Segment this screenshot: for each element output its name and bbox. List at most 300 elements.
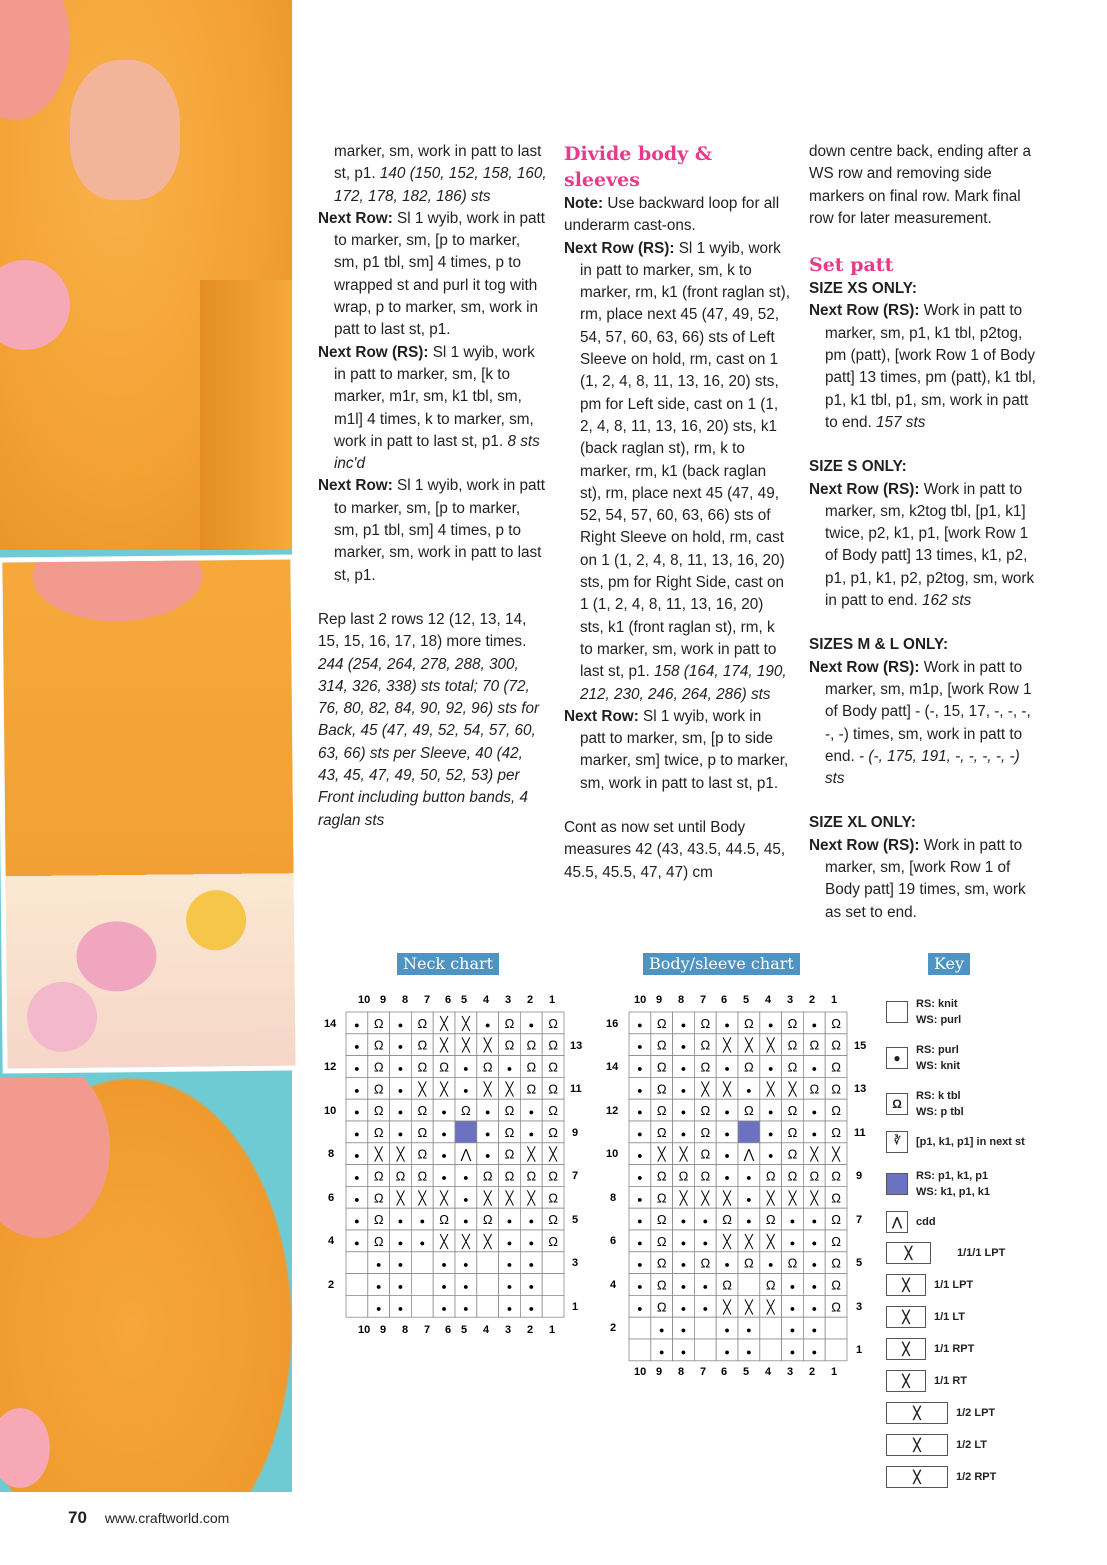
cable-1-1-lpt-icon: ╳ (886, 1274, 926, 1296)
stitch-symbol: Ω (700, 1146, 711, 1162)
row-label: Next Row (RS): (809, 480, 920, 498)
stitch-symbol: ╳ (810, 1190, 819, 1206)
key-label: 1/1 LPT (934, 1279, 974, 1291)
col-number: 9 (380, 1324, 387, 1336)
col-number: 9 (656, 994, 663, 1006)
chart-cell (825, 1317, 847, 1339)
row-number: 8 (328, 1148, 335, 1160)
blue-cell-icon (886, 1173, 908, 1195)
key-item-rt11 (886, 1370, 967, 1392)
stitch-symbol: Ω (548, 1233, 558, 1249)
stitch-symbol: ● (463, 1216, 469, 1227)
stitch-symbol: ● (397, 1128, 404, 1139)
continue-text: Cont as now set until Body measures 42 (43, 43.5, 44.5, 45, 45.5, 45.5, 47, 47) cm (564, 819, 786, 881)
stitch-count: 157 sts (876, 413, 926, 431)
stitch-symbol: ● (811, 1259, 818, 1270)
chart-cell (629, 1317, 651, 1339)
twisted-stitch-icon: Ω (886, 1093, 908, 1115)
stitch-symbol: ● (354, 1063, 360, 1074)
size-heading: SIZE XL ONLY: (809, 814, 916, 832)
stitch-symbol: Ω (656, 1103, 667, 1119)
stitch-symbol: Ω (700, 1059, 711, 1075)
stitch-symbol: ● (702, 1281, 709, 1292)
stitch-symbol: ● (528, 1128, 535, 1139)
stitch-symbol: ● (789, 1237, 796, 1248)
stitch-symbol: ● (528, 1259, 535, 1270)
stitch-symbol: ● (463, 1259, 469, 1270)
stitch-symbol: ╳ (505, 1190, 514, 1206)
row-label: Next Row (RS): (809, 836, 920, 854)
key-label: WS: knit (916, 1060, 960, 1072)
stitch-symbol: ╳ (374, 1146, 383, 1162)
stitch-symbol: Ω (787, 1037, 798, 1053)
stitch-symbol: ● (506, 1303, 513, 1314)
stitch-symbol: Ω (439, 1212, 449, 1228)
stitch-symbol: ● (746, 1085, 752, 1096)
col-number: 8 (678, 1366, 685, 1378)
stitch-symbol: Ω (700, 1168, 711, 1184)
row-text: Work in patt to marker, sm, [work Row 1 of Body patt] 19 times, sm, work as set to end. (825, 836, 1026, 921)
stitch-symbol: ● (397, 1237, 404, 1248)
cable-1-1-1-lpt-icon: ╳ (886, 1242, 931, 1264)
row-number: 14 (324, 1018, 337, 1030)
stitch-symbol: ● (441, 1172, 447, 1183)
stitch-symbol: ╳ (418, 1081, 427, 1097)
stitch-symbol: Ω (656, 1190, 667, 1206)
note-text: Use backward loop for all underarm cast-ons. (564, 195, 780, 235)
row-text: Sl 1 wyib, work in patt to marker, sm, [p to marker, sm, p1 tbl, sm] 4 times, p to wrapped st and purl it tog with wrap, p to marker, sm, work in patt to last st, p1. (334, 209, 545, 339)
stitch-symbol: ● (811, 1128, 818, 1139)
stitch-symbol: ● (375, 1303, 382, 1314)
stitch-symbol: Ω (787, 1255, 798, 1271)
stitch-symbol: Ω (787, 1146, 798, 1162)
stitch-symbol: ● (746, 1194, 752, 1205)
stitch-symbol: Ω (548, 1168, 558, 1184)
row-text: Work in patt to marker, sm, k2tog tbl, [p1, k1] twice, p2, k1, p1, [work Row 1 of Body patt] 13 times, k1, p2, p1, p1, k1, p2, p2tog, sm, work in patt to end. (825, 480, 1035, 610)
stitch-symbol: ● (528, 1107, 535, 1118)
repeat-text: Rep last 2 rows 12 (12, 13, 14, 15, 15, 16, 17, 18) more times. (318, 610, 527, 651)
col-number: 4 (765, 994, 772, 1006)
stitch-symbol: Ω (526, 1168, 537, 1184)
col-number: 7 (424, 1324, 431, 1336)
knit-symbol (886, 1001, 908, 1023)
col-number: 5 (743, 994, 750, 1006)
stitch-symbol: Ω (831, 1015, 841, 1031)
stitch-symbol: Ω (678, 1168, 689, 1184)
stitch-symbol: Ω (700, 1015, 711, 1031)
stitch-symbol: ● (528, 1019, 535, 1030)
col-number: 8 (678, 994, 685, 1006)
chart-cell (346, 1274, 368, 1296)
stitch-symbol: Ω (831, 1081, 841, 1097)
stitch-symbol: ● (441, 1107, 447, 1118)
text: marker, sm, work in patt to last st, p1. (334, 143, 542, 183)
stitch-symbol: ╳ (527, 1190, 536, 1206)
col-number: 1 (549, 1324, 556, 1336)
stitch-symbol: Ω (656, 1168, 667, 1184)
stitch-symbol: ● (354, 1107, 360, 1118)
stitch-symbol: Ω (373, 1103, 384, 1119)
key-title: Key (928, 953, 970, 975)
key-label: WS: k1, p1, k1 (916, 1186, 990, 1198)
stitch-symbol: ╳ (810, 1146, 819, 1162)
key-item-lt11 (886, 1306, 965, 1328)
stitch-symbol: Ω (417, 1124, 428, 1140)
stitch-symbol: ● (680, 1041, 687, 1052)
stitch-symbol: ● (637, 1085, 643, 1096)
col-number: 10 (358, 994, 371, 1006)
body-sleeve-chart (600, 985, 875, 1380)
cable-1-2-lpt-icon: ╳ (886, 1402, 948, 1424)
row-number: 6 (328, 1192, 335, 1204)
stitch-symbol: ● (658, 1325, 665, 1336)
stitch-symbol: ● (746, 1325, 752, 1336)
stitch-symbol: ● (746, 1216, 752, 1227)
stitch-symbol: ╳ (440, 1233, 449, 1249)
stitch-symbol: ╳ (744, 1299, 753, 1315)
row-number: 12 (324, 1061, 337, 1073)
row-number: 7 (572, 1170, 579, 1182)
stitch-symbol: ● (789, 1303, 796, 1314)
key-item-lpt12 (886, 1402, 995, 1424)
key-item-rpt11 (886, 1338, 974, 1360)
col-number: 1 (831, 994, 838, 1006)
stitch-symbol: ╳ (418, 1190, 427, 1206)
row-label: Next Row: (564, 707, 639, 725)
stitch-symbol: ● (354, 1216, 360, 1227)
stitch-symbol: Ω (373, 1015, 384, 1031)
stitch-symbol: ╳ (766, 1190, 775, 1206)
stitch-symbol: ╳ (461, 1233, 470, 1249)
stitch-symbol: ● (680, 1216, 687, 1227)
key-label: RS: purl (916, 1044, 959, 1056)
stitch-symbol: Ω (656, 1277, 667, 1293)
chart-cell (346, 1295, 368, 1317)
stitch-symbol: Ω (526, 1037, 537, 1053)
stitch-symbol: ● (637, 1216, 643, 1227)
size-heading: SIZES M & L ONLY: (809, 636, 949, 654)
stitch-symbol: ● (463, 1303, 469, 1314)
row-text: Sl 1 wyib, work in patt to marker, sm, [p to side marker, sm] twice, p to marker, sm, work in patt to last st, p1. (580, 707, 789, 792)
stitch-symbol: ● (811, 1281, 818, 1292)
col-number: 2 (527, 994, 534, 1006)
stitch-symbol: Ω (765, 1277, 776, 1293)
stitch-symbol: ● (441, 1259, 447, 1270)
stitch-symbol: ● (354, 1237, 360, 1248)
stitch-symbol: Ω (439, 1059, 449, 1075)
cable-1-1-lt-icon: ╳ (886, 1306, 926, 1328)
stitch-symbol: ● (680, 1346, 687, 1357)
stitch-symbol: Ω (831, 1190, 841, 1206)
stitch-symbol: Ω (656, 1124, 667, 1140)
stitch-symbol: Ω (417, 1059, 428, 1075)
stitch-symbol: ● (724, 1346, 730, 1357)
row-label: Next Row (RS): (318, 343, 429, 361)
chart-cell (694, 1317, 716, 1339)
stitch-symbol: Ω (831, 1277, 841, 1293)
stitch-symbol: Ω (765, 1168, 776, 1184)
stitch-symbol: ● (463, 1281, 469, 1292)
stitch-symbol: Ω (373, 1233, 384, 1249)
text-column-1 (318, 141, 548, 832)
stitch-symbol: ● (354, 1172, 360, 1183)
chart-cell (760, 1317, 782, 1339)
stitch-symbol: Ω (809, 1037, 820, 1053)
key-item-three-in-one (886, 1131, 1025, 1153)
col-number: 3 (787, 1366, 794, 1378)
stitch-symbol: Ω (548, 1059, 558, 1075)
stitch-symbol: ● (811, 1346, 818, 1357)
stitch-symbol: ● (637, 1194, 643, 1205)
stitch-symbol: ● (528, 1237, 535, 1248)
stitch-symbol: Ω (831, 1255, 841, 1271)
stitch-symbol: ● (397, 1041, 404, 1052)
stitch-symbol: Ω (373, 1081, 384, 1097)
stitch-symbol: ● (746, 1346, 752, 1357)
col-number: 3 (505, 994, 512, 1006)
stitch-symbol: ● (724, 1325, 730, 1336)
stitch-symbol: ╳ (549, 1146, 558, 1162)
stitch-symbol: ● (463, 1063, 469, 1074)
stitch-symbol: Ω (656, 1299, 667, 1315)
stitch-symbol: ● (767, 1150, 774, 1161)
stitch-symbol: ● (680, 1303, 687, 1314)
stitch-symbol: ╳ (723, 1299, 732, 1315)
stitch-symbol: Ω (504, 1168, 515, 1184)
row-number: 10 (324, 1105, 337, 1117)
stitch-symbol: Ω (548, 1081, 558, 1097)
col-number: 2 (527, 1324, 534, 1336)
col-number: 3 (787, 994, 794, 1006)
stitch-symbol: ● (767, 1107, 774, 1118)
stitch-symbol: ● (811, 1107, 818, 1118)
key-label: WS: purl (916, 1014, 962, 1026)
col-number: 3 (505, 1324, 512, 1336)
stitch-symbol: Ω (700, 1037, 711, 1053)
col-number: 6 (721, 994, 728, 1006)
stitch-symbol: ● (375, 1259, 382, 1270)
stitch-count: 8 sts inc'd (334, 432, 540, 473)
stitch-symbol: Ω (656, 1255, 667, 1271)
photo-sweater-front (0, 554, 301, 1073)
cable-1-1-rt-icon: ╳ (886, 1370, 926, 1392)
stitch-symbol: ● (463, 1085, 469, 1096)
col-number: 9 (656, 1366, 663, 1378)
stitch-symbol: Ω (482, 1059, 493, 1075)
text-column-2 (564, 141, 790, 884)
key-item-lt12 (886, 1434, 987, 1456)
stitch-symbol: Ω (526, 1081, 537, 1097)
stitch-symbol: ╳ (679, 1146, 688, 1162)
stitch-symbol: Ω (744, 1103, 754, 1119)
page-number: 70 (68, 1508, 87, 1527)
stitch-symbol: ● (680, 1259, 687, 1270)
chart-cell (738, 1274, 760, 1296)
stitch-symbol: ● (811, 1303, 818, 1314)
stitch-symbol: ╳ (766, 1081, 775, 1097)
row-number: 12 (606, 1105, 619, 1117)
stitch-symbol: ● (419, 1237, 426, 1248)
key-label: 1/2 RPT (956, 1471, 997, 1483)
stitch-symbol: Ω (656, 1212, 667, 1228)
stitch-symbol: ● (724, 1019, 730, 1030)
key-item-purl (886, 1042, 960, 1074)
stitch-symbol: ╳ (723, 1037, 732, 1053)
stitch-symbol: ● (463, 1172, 469, 1183)
section-heading: Set patt (809, 254, 894, 277)
stitch-symbol: ● (680, 1063, 687, 1074)
chart-cell (542, 1252, 564, 1274)
stitch-symbol: Ω (656, 1015, 667, 1031)
key-item-cdd (886, 1211, 936, 1233)
key-label: [p1, k1, p1] in next st (916, 1136, 1025, 1148)
stitch-symbol: ● (702, 1216, 709, 1227)
stitch-symbol: ● (484, 1107, 491, 1118)
stitch-symbol: ● (397, 1281, 404, 1292)
stitch-symbol: Ω (831, 1233, 841, 1249)
stitch-symbol: ● (441, 1150, 447, 1161)
stitch-symbol: Ω (722, 1212, 732, 1228)
col-number: 7 (424, 994, 431, 1006)
stitch-symbol: Ω (548, 1190, 558, 1206)
purl-dot-icon: ● (886, 1047, 908, 1069)
stitch-symbol: ● (506, 1237, 513, 1248)
stitch-symbol: ╳ (701, 1081, 710, 1097)
stitch-symbol: ⋀ (460, 1146, 472, 1162)
stitch-symbol: ● (441, 1281, 447, 1292)
stitch-symbol: ╳ (483, 1081, 492, 1097)
stitch-symbol: ● (724, 1107, 730, 1118)
stitch-symbol: ● (354, 1085, 360, 1096)
stitch-symbol: ● (702, 1303, 709, 1314)
row-number: 2 (328, 1279, 335, 1291)
stitch-symbol: Ω (373, 1168, 384, 1184)
stitch-symbol: Ω (373, 1037, 384, 1053)
chart-cell (477, 1295, 499, 1317)
col-number: 2 (809, 1366, 816, 1378)
photo-sweater-closeup (0, 0, 292, 550)
col-number: 6 (445, 994, 452, 1006)
stitch-symbol: ● (680, 1019, 687, 1030)
stitch-symbol: ╳ (483, 1233, 492, 1249)
row-number: 5 (572, 1214, 579, 1226)
chart-cell (542, 1295, 564, 1317)
stitch-symbol: ● (680, 1237, 687, 1248)
stitch-symbol: Ω (744, 1015, 754, 1031)
row-number: 1 (856, 1344, 863, 1356)
stitch-symbol: ╳ (440, 1190, 449, 1206)
row-number: 13 (570, 1040, 583, 1052)
stitch-symbol: Ω (373, 1124, 384, 1140)
key-item-blue (886, 1168, 990, 1200)
chart-cell (455, 1121, 477, 1143)
footer-url[interactable]: www.craftworld.com (104, 1510, 230, 1526)
key-item-knit (886, 996, 961, 1028)
key-item-lpt11 (886, 1274, 973, 1296)
stitch-symbol: Ω (373, 1059, 384, 1075)
row-number: 9 (572, 1127, 579, 1139)
stitch-symbol: ● (354, 1128, 360, 1139)
chart-cell (411, 1295, 433, 1317)
stitch-symbol: Ω (787, 1059, 798, 1075)
stitch-symbol: ● (746, 1172, 752, 1183)
stitch-symbol: ● (680, 1281, 687, 1292)
stitch-symbol: ● (637, 1237, 643, 1248)
col-number: 1 (549, 994, 556, 1006)
stitch-symbol: Ω (744, 1255, 754, 1271)
row-number: 3 (572, 1257, 579, 1269)
stitch-symbol: Ω (722, 1277, 732, 1293)
stitch-symbol: ╳ (788, 1081, 797, 1097)
stitch-symbol: Ω (548, 1103, 558, 1119)
photo-sweater-side (0, 1078, 292, 1492)
stitch-symbol: Ω (482, 1168, 493, 1184)
row-number: 3 (856, 1301, 863, 1313)
stitch-count: 158 (164, 174, 190, 212, 230, 246, 264, 286) sts (580, 663, 787, 703)
col-number: 9 (380, 994, 387, 1006)
increase-3-icon: ∛ (886, 1131, 908, 1153)
col-number: 5 (743, 1366, 750, 1378)
stitch-symbol: Ω (461, 1103, 471, 1119)
row-number: 2 (610, 1322, 617, 1334)
stitch-symbol: Ω (809, 1168, 820, 1184)
key-label: 1/1/1 LPT (957, 1247, 1006, 1259)
stitch-symbol: Ω (504, 1124, 515, 1140)
cable-1-1-rpt-icon: ╳ (886, 1338, 926, 1360)
stitch-symbol: ● (506, 1063, 513, 1074)
row-label: Next Row: (318, 209, 393, 227)
stitch-symbol: ● (811, 1063, 818, 1074)
stitch-symbol: ● (506, 1216, 513, 1227)
row-number: 4 (610, 1279, 617, 1291)
key-label: RS: p1, k1, p1 (916, 1170, 989, 1182)
stitch-symbol: ● (528, 1303, 535, 1314)
row-label: Next Row (RS): (809, 302, 920, 320)
stitch-symbol: ╳ (766, 1037, 775, 1053)
stitch-symbol: Ω (656, 1059, 667, 1075)
stitch-symbol: ● (767, 1063, 774, 1074)
key-label: 1/2 LPT (956, 1407, 996, 1419)
body-chart-title: Body/sleeve chart (643, 953, 800, 975)
stitch-symbol: ● (637, 1041, 643, 1052)
row-text: Sl 1 wyib, work in patt to marker, sm, [k to marker, m1r, sm, k1 tbl, sm, m1l] 4 times, k to marker, sm, work in patt to last st, p1. (334, 343, 535, 450)
col-number: 10 (634, 1366, 647, 1378)
chart-cell (477, 1274, 499, 1296)
note-label: Note: (564, 195, 604, 212)
page-footer (68, 1508, 229, 1528)
stitch-symbol: ╳ (701, 1190, 710, 1206)
stitch-symbol: ● (724, 1259, 730, 1270)
stitch-symbol: Ω (700, 1103, 711, 1119)
stitch-symbol: Ω (395, 1168, 406, 1184)
row-number: 5 (856, 1257, 863, 1269)
stitch-symbol: ● (680, 1085, 687, 1096)
stitch-symbol: Ω (787, 1124, 798, 1140)
stitch-symbol: Ω (417, 1037, 428, 1053)
row-text: Sl 1 wyib, work in patt to marker, sm, k to marker, rm, k1 (front raglan st), rm, place next 45 (47, 49, 52, 54, 57, 60, 63, 66) sts of Left Sleeve on hold, rm, cast on 1 (1, 2, 4, 8, 11, 13, 16, 20) sts, pm for Left side, cast on 1 (1, 2, 4, 8, 11, 13, 16, 20) sts, k1 (back raglan st), rm, k to marker, rm, k1 (back raglan st), rm, place next 45 (47, 49, 52, 54, 57, 60, 63, 66) sts of Right Sleeve on hold, rm, cast on 1 (1, 2, 4, 8, 11, 13, 16, 20) sts, pm for Right Side, cast on 1 (1, 2, 4, 8, 11, 13, 16, 20) sts, k1 (front raglan st), rm, k to marker, sm, work in patt to last st, p1. (580, 239, 790, 681)
stitch-symbol: ╳ (679, 1190, 688, 1206)
stitch-symbol: Ω (504, 1146, 515, 1162)
stitch-symbol: Ω (504, 1037, 515, 1053)
stitch-symbol: Ω (417, 1103, 428, 1119)
stitch-symbol: ● (789, 1325, 796, 1336)
stitch-symbol: ● (441, 1303, 447, 1314)
stitch-symbol: ● (637, 1259, 643, 1270)
stitch-symbol: Ω (504, 1103, 515, 1119)
stitch-symbol: Ω (417, 1015, 428, 1031)
stitch-symbol: Ω (548, 1037, 558, 1053)
stitch-symbol: ● (789, 1216, 796, 1227)
